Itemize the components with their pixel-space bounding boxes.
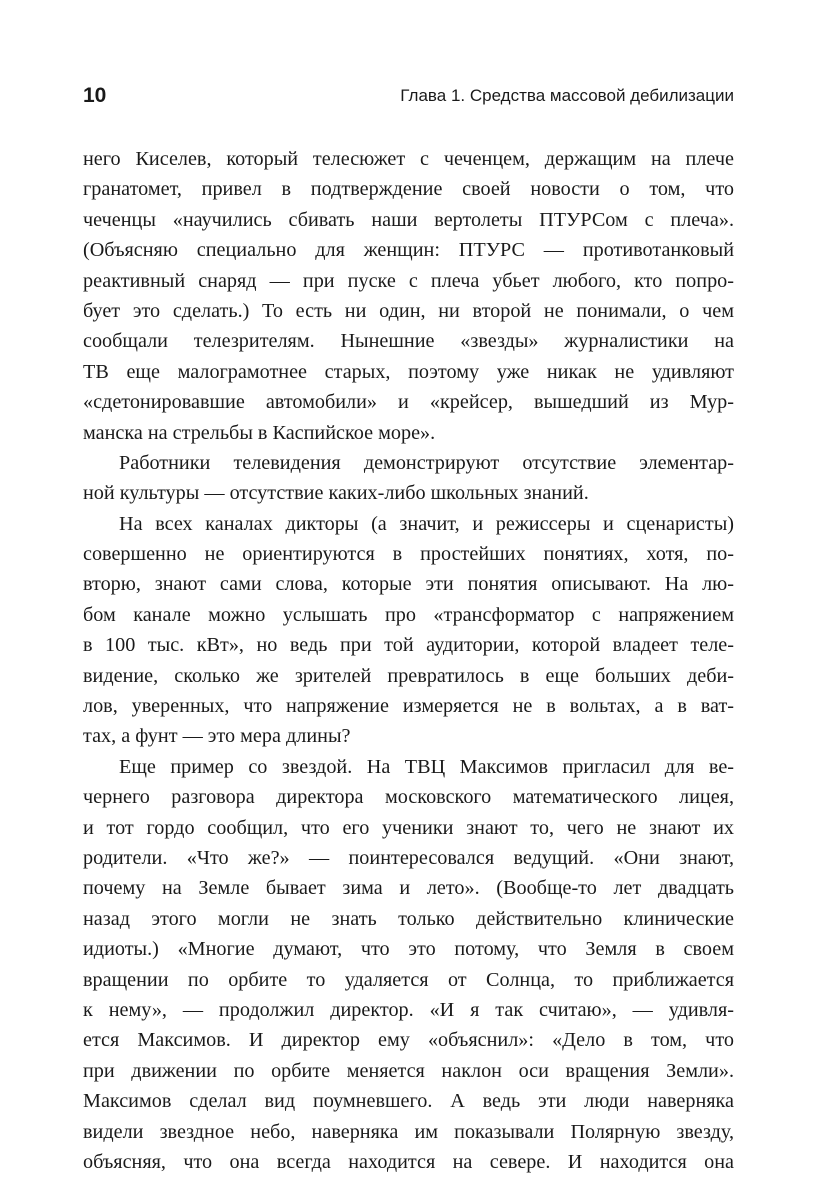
text-line: в 100 тыс. кВт», но ведь при той аудитории, которой владеет теле- xyxy=(83,634,734,657)
text-line: Работники телевидения демонстрируют отсутствие элементар- xyxy=(119,451,734,474)
text-line: чеченцы «научились сбивать наши вертолеты ПТУРСом с плеча». xyxy=(83,208,734,231)
text-line: На всех каналах дикторы (а значит, и режиссеры и сценаристы) xyxy=(119,512,734,535)
text-line: лов, уверенных, что напряжение измеряется не в вольтах, а в ват- xyxy=(83,695,734,718)
text-line: гранатомет, привел в подтверждение своей новости о том, что xyxy=(83,178,734,201)
text-line: почему на Земле бывает зима и лето». (Вообще-то лет двадцать xyxy=(83,877,734,900)
text-line: родители. «Что же?» — поинтересовался ведущий. «Они знают, xyxy=(83,846,734,869)
page-number: 10 xyxy=(83,84,107,107)
text-line: бом канале можно услышать про «трансформатор с напряжением xyxy=(83,603,734,626)
text-line: идиоты.) «Многие думают, что это потому, что Земля в своем xyxy=(83,938,734,961)
text-line: бует это сделать.) То есть ни один, ни второй не понимали, о чем xyxy=(83,299,734,322)
text-line: совершенно не ориентируются в простейших понятиях, хотя, по- xyxy=(83,543,734,566)
text-line: (Объясняю специально для женщин: ПТУРС — противотанковый xyxy=(83,239,734,262)
text-line: вторю, знают сами слова, которые эти понятия описывают. На лю- xyxy=(83,573,734,596)
text-line: чернего разговора директора московского математического лицея, xyxy=(83,786,734,809)
text-line: «сдетонировавшие автомобили» и «крейсер, вышедший из Мур- xyxy=(83,391,734,414)
running-title: Глава 1. Средства массовой дебилизации xyxy=(400,86,734,105)
text-line: манска на стрельбы в Каспийское море». xyxy=(83,421,436,444)
text-line: видели звездное небо, наверняка им показывали Полярную звезду, xyxy=(83,1120,734,1143)
text-line: к нему», — продолжил директор. «И я так считаю», — удивля- xyxy=(83,998,734,1021)
text-line: и тот гордо сообщил, что его ученики знают то, чего не знают их xyxy=(83,816,734,839)
page-header xyxy=(83,84,734,116)
text-line: тах, а фунт — это мера длины? xyxy=(83,725,351,748)
text-line: вращении по орбите то удаляется от Солнца, то приближается xyxy=(83,968,734,991)
text-line: ной культуры — отсутствие каких-либо школьных знаний. xyxy=(83,482,589,505)
text-line: видение, сколько же зрителей превратилось в еще больших деби- xyxy=(83,664,734,687)
text-line: ется Максимов. И директор ему «объяснил»: «Дело в том, что xyxy=(83,1029,734,1052)
text-line: при движении по орбите меняется наклон оси вращения Земли». xyxy=(83,1059,734,1082)
body-text xyxy=(83,144,734,1177)
text-line: ТВ еще малограмотнее старых, поэтому уже никак не удивляют xyxy=(83,360,734,383)
text-line: Еще пример со звездой. На ТВЦ Максимов пригласил для ве- xyxy=(119,755,734,778)
text-line: Максимов сделал вид поумневшего. А ведь эти люди наверняка xyxy=(83,1090,734,1113)
text-line: него Киселев, который телесюжет с чеченцем, держащим на плече xyxy=(83,148,734,170)
text-line: объясняя, что она всегда находится на севере. И находится она xyxy=(83,1150,734,1173)
text-line: реактивный снаряд — при пуске с плеча убьет любого, кто попро- xyxy=(83,269,734,292)
text-line: сообщали телезрителям. Нынешние «звезды» журналистики на xyxy=(83,330,734,353)
text-line: назад этого могли не знать только действительно клинические xyxy=(83,907,734,930)
